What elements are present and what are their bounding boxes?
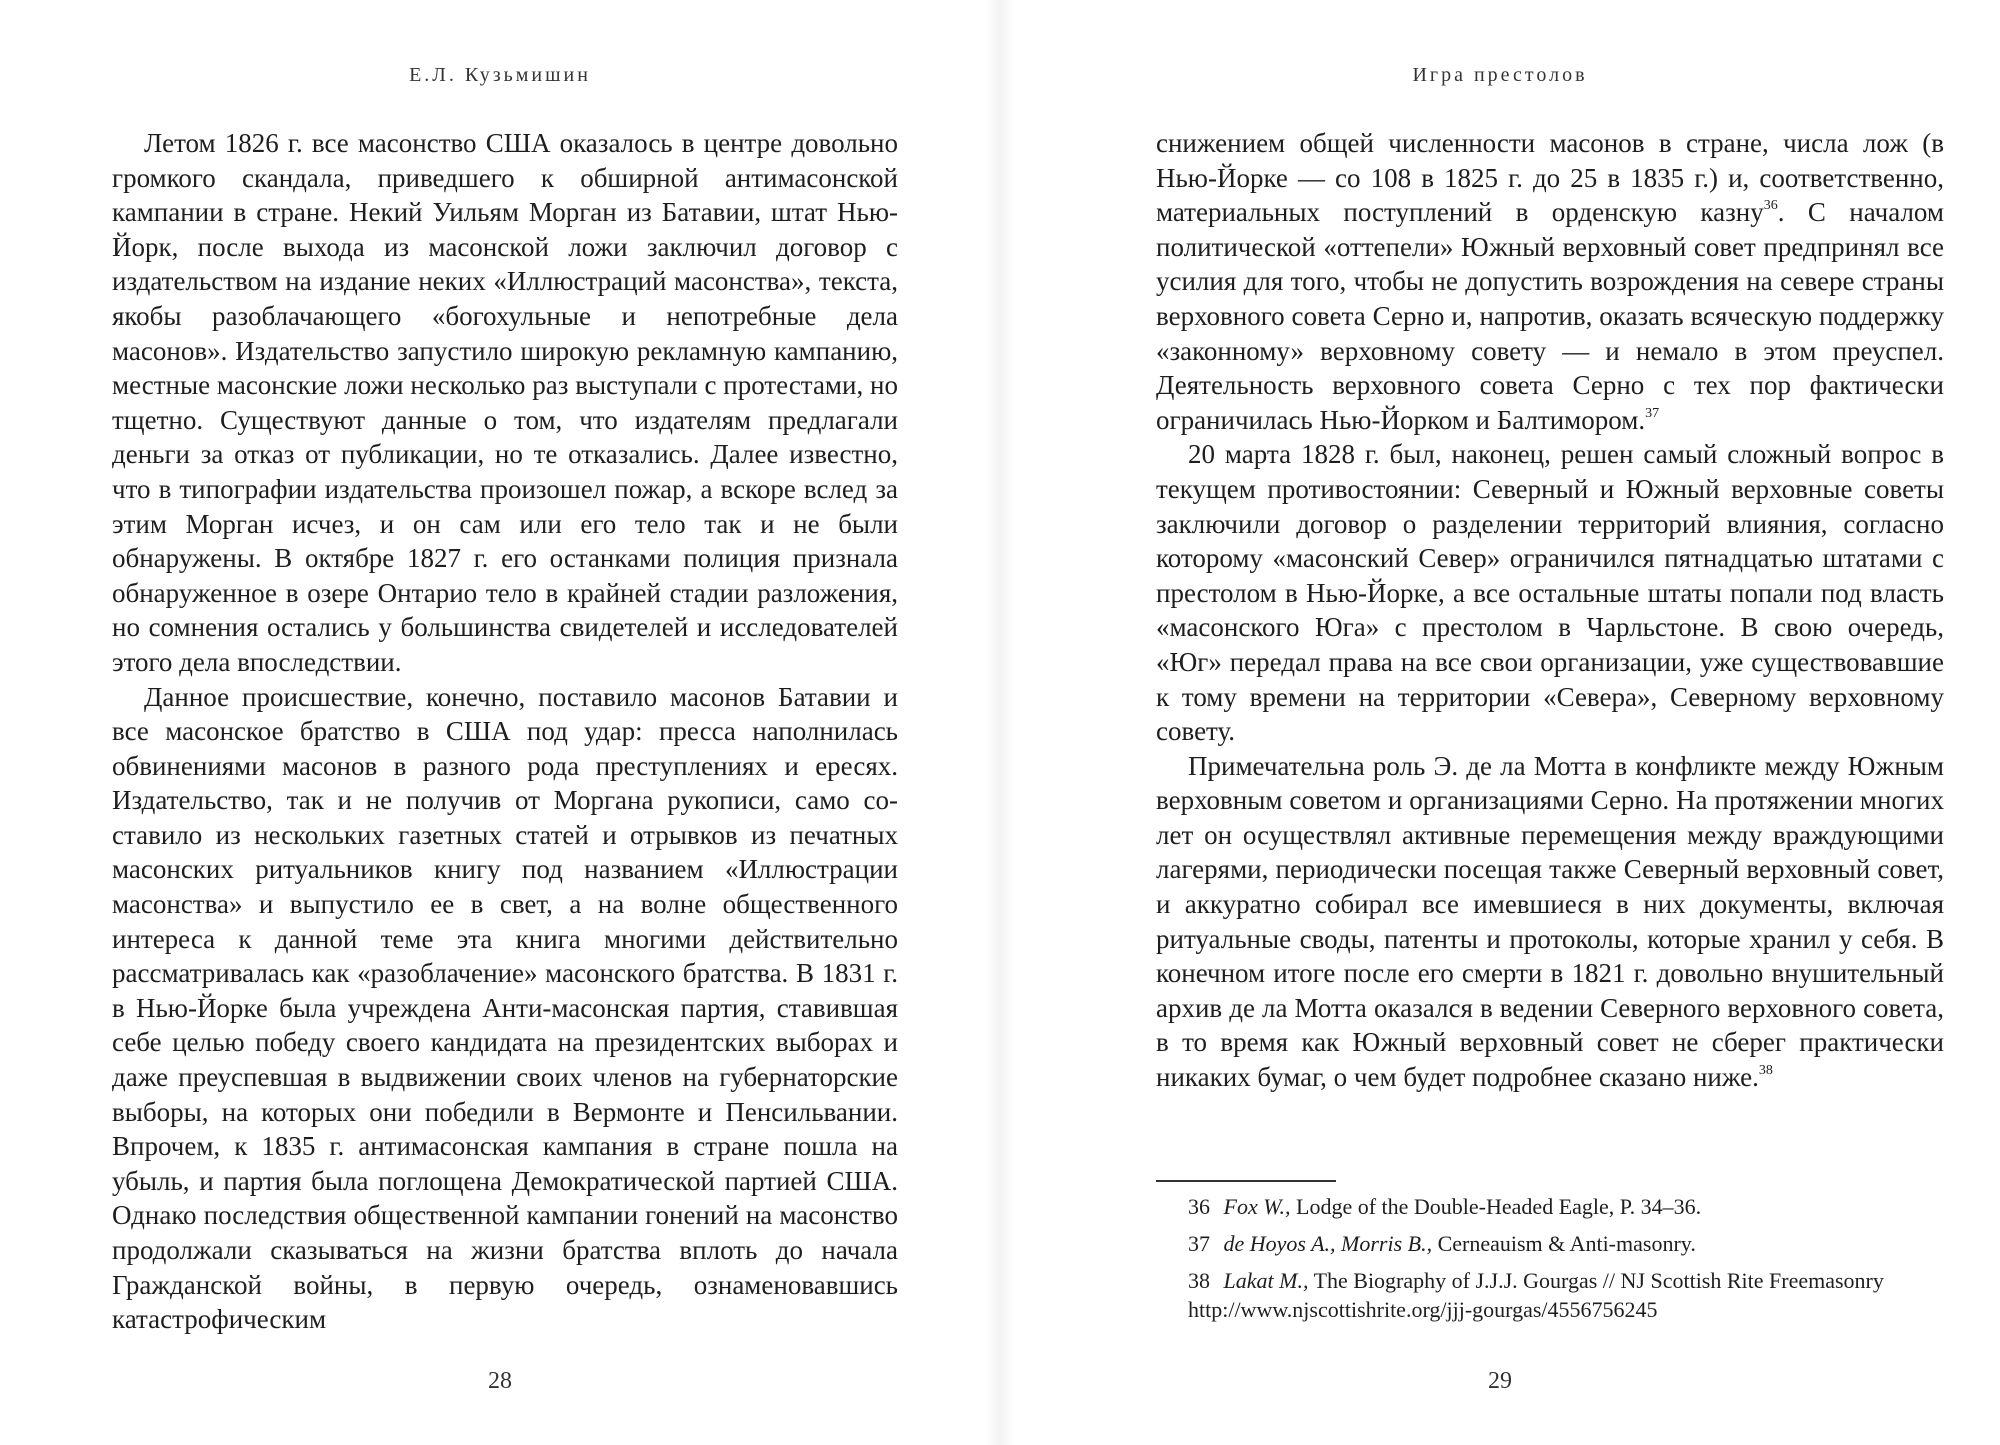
footnote-divider [1156,1180,1336,1182]
paragraph: 20 марта 1828 г. был, наконец, решен самый сложный вопрос в текущем противостоянии: Северный и Южный верховные советы заключили договор о разделении территорий влияния, согласно которому «масонский Север» ограничился пятнадцатью штатами с престолом в Нью-Йорке, а все остальные штаты попали под власть «масонского Юга» с престолом в Чарльстоне. В свою очередь, «Юг» передал права на все свои организации, уже существовавшие к тому времени на территории «Севера», Северному верховному совету. [1156,439,1944,747]
right-page [1000,0,2000,1445]
page-number: 29 [1488,1368,1512,1394]
footnote: 36 Fox W., Lodge of the Double-Headed Eagle, P. 34–36. [1188,1194,1702,1219]
paragraph: Примечательна роль Э. де ла Мотта в конфликте между Южным верховным советом и организациями Серно. На протяжении многих лет он осуществлял активные перемещения между враждующими лагерями, периодически посещая также Северный верховный совет, и аккуратно собирал все имевшиеся в них документы, включая ритуальные своды, патенты и протоколы, которые хранил у себя. В конечном итоге после его смерти в 1821 г. довольно внушительный архив де ла Мотта оказался в ведении Северного верховного совета, в то время как Южный верховный совет не сберег практически никаких бумаг, о чем будет подробнее сказано ниже.$^{38}$ [1156,750,1944,1093]
right-page-body [1156,126,1944,1095]
footnote-url[interactable]: http://www.njscottishrite.org/jjj-gourgas/4556756245 [1188,1297,1658,1322]
page-number: 28 [488,1368,512,1394]
paragraph: Данное происшествие, конечно, поставило масонов Батавии и все масонское братство в США под удар: пресса наполнилась обвинениями масонов в разного рода преступлениях и ересях. Издательство, так и не получив от Моргана рукописи, само составило из нескольких газетных статей и отрывков из печатных масонских ритуальников книгу под названием «Иллюстрации масонства» и выпустило ее в свет, а на волне общественного интереса к данной теме эта книга многими действительно рассматривалась как «разоблачение» масонского братства. В 1831 г. в Нью-Йорке была учреждена Анти-масонская партия, ставившая себе целью победу своего кандидата на президентских выборах и даже преуспевшая в выдвижении своих членов на губернаторские выборы, на которых они победили в Вермонте и Пенсильвании. Впрочем, к 1835 г. антимасонская кампания в стране пошла на убыль, и партия была поглощена Демократической партией США. Однако последствия общественной кампании гонений на масонство продолжали сказываться на жизни братства вплоть до начала Гражданской войны, в первую очередь, ознаменовавшись катастрофическим [112,681,898,1335]
footnotes [1156,1192,1976,1332]
left-page-body [112,126,898,1337]
footnote-ref[interactable]: 37 [1645,405,1660,421]
footnote: 38 Lakat M., The Biography of J.J.J. Gourgas // NJ Scottish Rite Freemasonry http://www.njscottishrite.org/jjj-gourgas/4556756245 [1156,1266,1976,1324]
paragraph: снижением общей численности масонов в стране, числа лож (в Нью-Йорке — со 108 в 1825 г. до 25 в 1835 г.) и, соответственно, материальных поступлений в орденскую казну$^{36}$. С началом политической «оттепели» Южный верховный совет предпринял все усилия для того, чтобы не допустить возрождения на севере страны верховного совета Серно и, напротив, оказать всяческую поддержку «законному» верховному совету — и немало в этом преуспел. Деятельность верховного совета Серно с тех пор фактически ограничилась Нью-Йорком и Балтимором.$^{37}$ [1156,128,1944,435]
footnote-ref[interactable]: 38 [1758,1063,1773,1079]
footnote-ref[interactable]: 36 [1763,198,1778,214]
paragraph: Летом 1826 г. все масонство США оказалось в центре довольно громкого скандала, приведшего к обширной антимасонской кампании в стране. Некий Уильям Морган из Батавии, штат Нью-Йорк, после выхода из масонской ложи заключил договор с издательством на издание неких «Иллюстраций масонства», текста, якобы разоблачающего «богохульные и непотребные дела масонов». Издательство запустило широкую рекламную кампанию, местные масонские ложи несколько раз выступали с протестами, но тщетно. Существуют данные о том, что издателям предлагали деньги за отказ от публикации, но те отказались. Далее известно, что в типографии издательства произошел пожар, а вскоре вслед за этим Морган исчез, и он сам или его тело так и не были обнаружены. В октябре 1827 г. его останками полиция признала обнаруженное в озере Онтарио тело в крайней стадии разложения, но сомнения остались у большинства свидетелей и исследователей этого дела впоследствии. [112,128,898,677]
footnote: 37 de Hoyos A., Morris B., Cerneauism & Anti-masonry. [1188,1231,1696,1256]
running-head-title: Игра престолов [1412,64,1588,86]
running-head-author: Е.Л. Кузьмишин [409,64,591,86]
